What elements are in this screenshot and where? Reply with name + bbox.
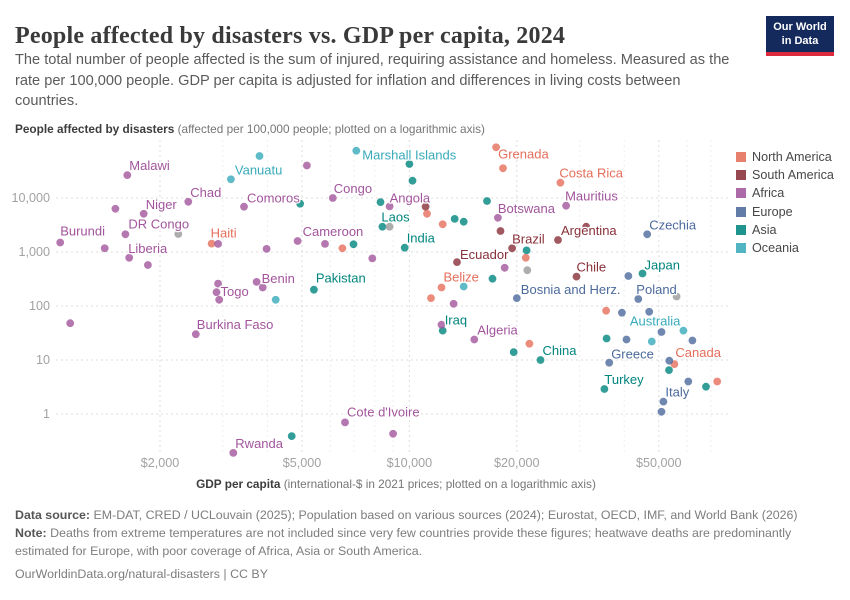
- data-point[interactable]: [214, 240, 222, 248]
- data-point-dr-congo[interactable]: [122, 230, 130, 238]
- y-tick-label: 10,000: [11, 191, 50, 205]
- country-label[interactable]: Ecuador: [460, 247, 509, 263]
- x-tick-label: $50,000: [636, 456, 682, 470]
- chart-subtitle: The total number of people affected is the sum of injured, requiring assistance and homeless. Measured as the rate per 100,000 people. GDP per capita is adjusted for inflation and differences in living costs between countries.: [15, 52, 730, 110]
- owid-logo-line2: in Data: [781, 35, 819, 48]
- data-point[interactable]: [303, 162, 311, 170]
- y-tick-label: 1: [42, 407, 50, 421]
- data-point-australia[interactable]: [680, 327, 688, 335]
- data-point[interactable]: [377, 198, 385, 206]
- country-label[interactable]: Burundi: [60, 223, 106, 239]
- data-point-togo[interactable]: [213, 288, 221, 296]
- data-point-vanuatu[interactable]: [227, 175, 235, 183]
- x-axis-title: [0, 477, 792, 491]
- country-label[interactable]: Liberia: [128, 240, 168, 256]
- legend-label: South America: [752, 168, 834, 183]
- legend-item-asia[interactable]: [736, 221, 834, 239]
- chart-footer: [15, 507, 837, 584]
- country-label[interactable]: Rwanda: [235, 435, 284, 451]
- country-label[interactable]: Algeria: [477, 322, 518, 338]
- data-point[interactable]: [497, 227, 505, 235]
- legend-label: Africa: [752, 186, 785, 201]
- country-label[interactable]: Turkey: [604, 372, 644, 387]
- country-label[interactable]: Italy: [665, 384, 690, 400]
- country-label[interactable]: Congo: [333, 181, 373, 196]
- data-point-cameroon[interactable]: [294, 237, 302, 245]
- legend-label: North America: [752, 150, 832, 165]
- legend-label: Asia: [752, 222, 777, 237]
- data-point[interactable]: [112, 205, 120, 213]
- y-tick-label: 1,000: [18, 245, 50, 259]
- data-point[interactable]: [526, 340, 534, 348]
- country-label[interactable]: Niger: [145, 196, 177, 212]
- legend-swatch: [736, 188, 746, 198]
- legend-item-africa[interactable]: [736, 184, 834, 202]
- data-point[interactable]: [368, 255, 376, 263]
- country-label[interactable]: Brazil: [512, 231, 545, 247]
- legend-label: Europe: [752, 204, 793, 219]
- country-label[interactable]: India: [406, 230, 435, 246]
- country-label[interactable]: Angola: [389, 190, 431, 206]
- data-point[interactable]: [483, 197, 491, 205]
- data-point[interactable]: [272, 296, 280, 304]
- country-label[interactable]: Malawi: [129, 158, 170, 174]
- data-point[interactable]: [648, 338, 656, 346]
- country-label[interactable]: Canada: [675, 345, 721, 361]
- data-point[interactable]: [658, 408, 666, 416]
- data-point[interactable]: [451, 215, 459, 223]
- data-point[interactable]: [523, 266, 531, 274]
- data-point[interactable]: [439, 220, 447, 228]
- country-label[interactable]: Burkina Faso: [196, 317, 274, 333]
- legend-swatch: [736, 225, 746, 235]
- data-point-marshall-islands[interactable]: [352, 147, 360, 155]
- x-tick-label: $2,000: [140, 456, 180, 470]
- data-point[interactable]: [522, 254, 530, 262]
- country-label[interactable]: Grenada: [498, 146, 549, 162]
- data-point[interactable]: [423, 210, 431, 218]
- legend-label: Oceania: [752, 241, 799, 256]
- data-point[interactable]: [256, 152, 264, 160]
- data-point[interactable]: [602, 307, 610, 315]
- data-point[interactable]: [339, 244, 347, 252]
- data-source-text: EM-DAT, CRED / UCLouvain (2025); Population based on various sources (2024); Eurostat, OECD, IMF, and World Bank (2026): [90, 508, 798, 522]
- data-point[interactable]: [409, 177, 417, 185]
- data-point-benin[interactable]: [253, 278, 261, 286]
- country-label[interactable]: Poland: [636, 282, 677, 297]
- country-label[interactable]: Comoros: [247, 190, 300, 206]
- note-label: Note:: [15, 525, 47, 540]
- legend-item-oceania[interactable]: [736, 239, 834, 257]
- data-source-line: [15, 507, 837, 525]
- country-label[interactable]: Togo: [220, 284, 249, 300]
- data-point[interactable]: [665, 357, 673, 365]
- legend-swatch: [736, 152, 746, 162]
- data-point[interactable]: [501, 264, 509, 272]
- legend-item-north-america[interactable]: [736, 148, 834, 166]
- data-point[interactable]: [263, 245, 271, 253]
- y-tick-label: 100: [28, 299, 50, 313]
- data-point[interactable]: [499, 164, 507, 172]
- country-label[interactable]: Japan: [644, 257, 680, 273]
- country-label[interactable]: Costa Rica: [559, 165, 623, 181]
- data-point-bosnia-and-herz-[interactable]: [513, 294, 521, 302]
- data-point-belize[interactable]: [438, 284, 446, 292]
- x-tick-label: $5,000: [282, 456, 322, 470]
- data-point[interactable]: [350, 240, 358, 248]
- continent-legend: [736, 148, 834, 257]
- data-point[interactable]: [623, 336, 631, 344]
- country-label[interactable]: DR Congo: [128, 216, 190, 232]
- data-point[interactable]: [713, 378, 721, 386]
- legend-item-europe[interactable]: [736, 203, 834, 221]
- country-label[interactable]: Cameroon: [302, 224, 364, 239]
- country-label[interactable]: China: [542, 343, 577, 358]
- data-point[interactable]: [702, 383, 710, 391]
- country-label[interactable]: Iraq: [444, 312, 468, 328]
- x-axis-title-unit: (international-$ in 2021 prices; plotted on a logarithmic axis): [280, 477, 596, 491]
- y-axis-title: [15, 122, 485, 136]
- x-tick-label: $20,000: [494, 456, 540, 470]
- country-label[interactable]: Czechia: [649, 217, 697, 233]
- data-point[interactable]: [603, 335, 611, 343]
- country-label[interactable]: Belize: [443, 269, 479, 285]
- data-point[interactable]: [66, 319, 74, 327]
- data-point[interactable]: [618, 309, 626, 317]
- data-source-label: Data source:: [15, 508, 91, 522]
- country-label[interactable]: Botswana: [497, 200, 555, 216]
- page-title: People affected by disasters vs. GDP per capita, 2024: [15, 23, 566, 50]
- country-label[interactable]: Greece: [611, 346, 654, 362]
- country-label[interactable]: Mauritius: [565, 188, 618, 204]
- country-label[interactable]: Marshall Islands: [362, 147, 457, 163]
- owid-logo[interactable]: [766, 16, 834, 56]
- x-axis-title-main: GDP per capita: [196, 477, 281, 491]
- country-label[interactable]: Bosnia and Herz.: [520, 282, 621, 298]
- legend-item-south-america[interactable]: [736, 166, 834, 184]
- data-point[interactable]: [144, 261, 152, 269]
- y-tick-label: 10: [35, 353, 50, 367]
- data-point[interactable]: [510, 348, 518, 356]
- data-point-pakistan[interactable]: [310, 286, 318, 294]
- note-text: Deaths from extreme temperatures are not included since very few countries provide these figures; heatwave deaths are predominantly estimated for Europe, with poor coverage of Africa, Asia or South America.: [15, 525, 792, 558]
- country-label[interactable]: Benin: [261, 270, 295, 286]
- data-point[interactable]: [665, 366, 673, 374]
- country-label[interactable]: Australia: [629, 313, 681, 329]
- owid-logo-line1: Our World: [773, 21, 827, 33]
- note-line: [15, 525, 837, 561]
- data-point-burundi[interactable]: [56, 239, 64, 247]
- country-label[interactable]: Vanuatu: [234, 162, 283, 178]
- legend-swatch: [736, 243, 746, 253]
- data-point[interactable]: [489, 275, 497, 283]
- data-point[interactable]: [460, 218, 468, 226]
- country-label[interactable]: Laos: [381, 209, 410, 225]
- data-point[interactable]: [427, 294, 435, 302]
- data-point[interactable]: [321, 240, 329, 248]
- country-label[interactable]: Chad: [190, 184, 222, 200]
- credit-link[interactable]: OurWorldinData.org/natural-disasters | CC BY: [15, 566, 268, 581]
- y-axis-title-main: People affected by disasters: [15, 122, 175, 136]
- data-point-cote-d-ivoire[interactable]: [341, 419, 349, 427]
- data-point[interactable]: [523, 247, 531, 255]
- data-point[interactable]: [288, 432, 296, 440]
- country-label[interactable]: Chile: [576, 259, 607, 275]
- x-tick-label: $10,000: [386, 456, 433, 470]
- country-label[interactable]: Argentina: [561, 223, 617, 238]
- data-point[interactable]: [389, 430, 397, 438]
- legend-swatch: [736, 207, 746, 217]
- data-point[interactable]: [625, 272, 633, 280]
- data-point[interactable]: [658, 328, 666, 336]
- data-point[interactable]: [101, 244, 109, 252]
- country-label[interactable]: Pakistan: [315, 270, 366, 286]
- country-label[interactable]: Cote d'Ivoire: [347, 404, 420, 420]
- y-axis-title-unit: (affected per 100,000 people; plotted on a logarithmic axis): [174, 122, 485, 136]
- legend-swatch: [736, 170, 746, 180]
- data-point[interactable]: [689, 337, 697, 345]
- country-label[interactable]: Haiti: [210, 225, 237, 241]
- data-point[interactable]: [450, 300, 458, 308]
